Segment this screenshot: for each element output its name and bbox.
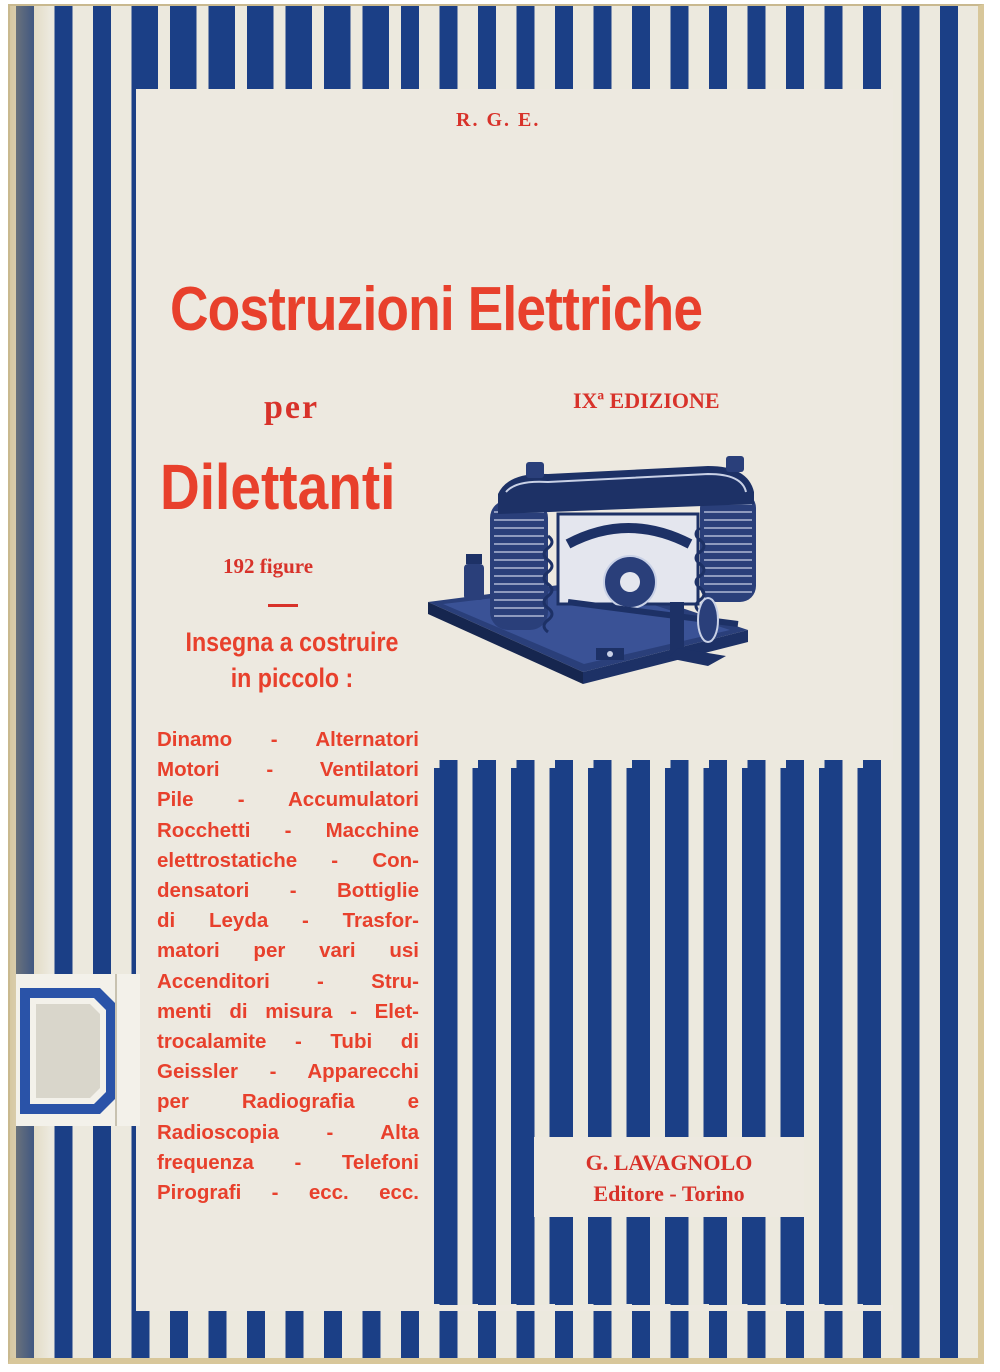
blue-stripe (781, 768, 799, 1304)
teaches-heading: Insegna a costruire in piccolo : (185, 627, 399, 693)
topic-line: Dinamo - Alternatori (157, 728, 419, 751)
divider-dash (268, 604, 298, 607)
blue-stripe (473, 768, 491, 1304)
topic-line: Geissler - Apparecchi (157, 1060, 419, 1084)
blue-stripe (742, 768, 760, 1304)
book-title: Costruzioni Elettriche (170, 275, 703, 344)
topic-line: menti di misura - Elet- (157, 999, 419, 1023)
spine-wear (10, 6, 50, 1358)
author-initials: R. G. E. (456, 109, 541, 131)
blue-stripe (627, 768, 645, 1304)
topic-line: Motori - Ventilatori (157, 758, 419, 782)
topic-line: densatori - Bottiglie (157, 879, 419, 903)
blue-stripe (858, 768, 876, 1304)
topic-line: trocalamite - Tubi di (157, 1030, 419, 1054)
topic-line: Pile - Accumulatori (157, 788, 419, 812)
publisher-city: Editore - Torino (593, 1181, 745, 1206)
topic-line: Pirografi - ecc. ecc. (157, 1181, 419, 1205)
book-cover (8, 4, 984, 1364)
title-connector: per (264, 389, 320, 426)
publisher-name: G. LAVAGNOLO (585, 1150, 753, 1175)
topic-line: Radioscopia - Alta (157, 1120, 419, 1144)
topic-line: per Radiografia e (157, 1090, 419, 1114)
topic-line: di Leyda - Trasfor- (157, 909, 419, 933)
topic-line: frequenza - Telefoni (157, 1150, 419, 1174)
edition-label: IXª EDIZIONE (573, 388, 720, 413)
figures-count: 192 figure (223, 554, 314, 578)
blue-stripe (588, 768, 606, 1304)
topic-line: matori per vari usi (157, 939, 419, 963)
blue-stripe (704, 768, 722, 1304)
topic-line: elettrostatiche - Con- (157, 848, 419, 872)
blue-stripe (550, 768, 568, 1304)
electric-motor-engraving-icon (408, 452, 808, 712)
library-label-sticker-icon (16, 974, 140, 1126)
blue-stripe (665, 768, 683, 1304)
publisher-block (534, 1147, 804, 1209)
book-subtitle: Dilettanti (160, 451, 396, 523)
topic-line: Accenditori - Stru- (157, 969, 419, 993)
topic-line: Rocchetti - Macchine (157, 818, 419, 842)
blue-stripe (819, 768, 837, 1304)
topics-list (157, 725, 419, 1208)
blue-stripe (434, 768, 452, 1304)
blue-stripe (511, 768, 529, 1304)
